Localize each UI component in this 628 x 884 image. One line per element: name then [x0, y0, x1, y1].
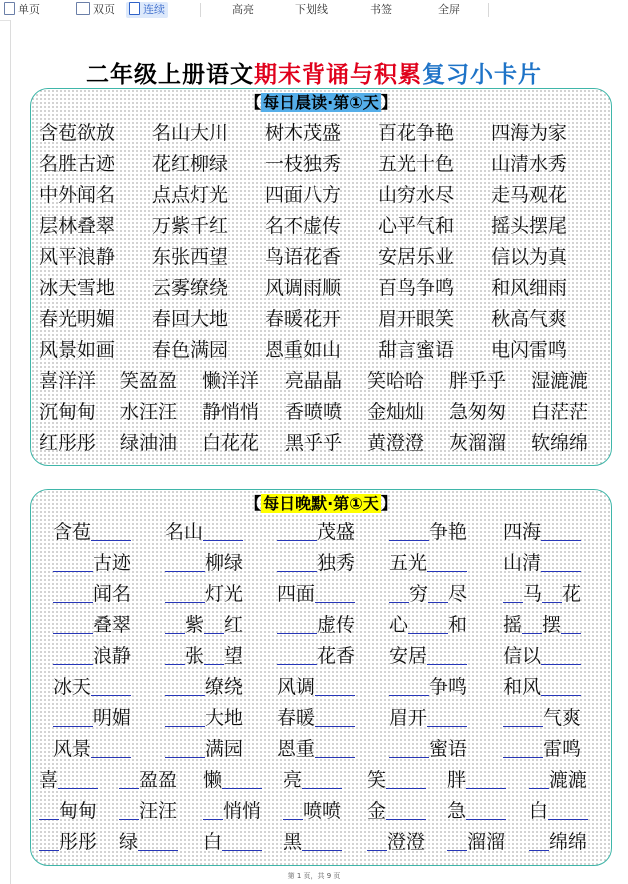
fill-in-blank: [541, 644, 581, 665]
fill-in-blank: [503, 582, 523, 603]
card-title: [31, 494, 611, 514]
fill-in-blank: [165, 551, 205, 572]
phrase-item: 喜洋洋: [39, 370, 97, 392]
fill-in-blank: [203, 520, 243, 541]
fill-in-blank: [119, 768, 139, 789]
phrase-item: 走马观花: [491, 184, 568, 206]
continuous-button[interactable]: [126, 2, 168, 18]
dictation-item: 马 花: [503, 580, 581, 608]
phrase-item: 四面八方: [265, 184, 342, 206]
phrase-item: 点点灯光: [152, 184, 229, 206]
dictation-item: 眉开: [389, 704, 467, 732]
grid-row: [39, 336, 604, 367]
dictation-item: 柳绿: [165, 549, 243, 577]
dictation-item: 风调: [277, 673, 355, 701]
fill-in-blank: [315, 675, 355, 696]
dictation-item: 紫 红: [165, 611, 243, 639]
dictation-item: 四面: [277, 580, 355, 608]
bookmark-button[interactable]: 书签: [370, 3, 392, 16]
fill-in-blank: [58, 768, 98, 789]
dictation-item: 安居: [389, 642, 467, 670]
fill-in-blank: [561, 613, 581, 634]
dictation-item: 张 望: [165, 642, 243, 670]
phrase-item: 中外闻名: [39, 184, 116, 206]
dictation-item: 灯光: [165, 580, 243, 608]
dictation-item: 金: [367, 797, 426, 825]
fill-in-blank: [53, 706, 93, 727]
grid-row: [39, 673, 604, 704]
phrase-item: 山穷水尽: [378, 184, 455, 206]
dictation-item: 明媚: [53, 704, 131, 732]
card-title-text: 每日晚默·第①天: [263, 494, 379, 513]
dictation-item: 绿: [119, 828, 178, 856]
grid-row: [39, 611, 604, 642]
phrase-item: 胖乎乎: [449, 370, 507, 392]
dictation-item: 四海: [503, 518, 581, 546]
fill-in-blank: [91, 675, 131, 696]
phrase-item: 白茫茫: [531, 401, 589, 423]
phrase-item: 和风细雨: [491, 277, 568, 299]
phrase-item: 摇头摆尾: [491, 215, 568, 237]
fill-in-blank: [529, 768, 549, 789]
phrase-item: 春光明媚: [39, 308, 116, 330]
continuous-label: 连续: [143, 3, 165, 16]
phrase-item: 春回大地: [152, 308, 229, 330]
phrase-item: 名山大川: [152, 122, 229, 144]
phrase-item: 白花花: [202, 432, 260, 454]
morning-reading-card: [30, 88, 612, 466]
dictation-item: 山清: [503, 549, 581, 577]
dictation-item: 漉漉: [529, 766, 587, 794]
phrase-item: 软绵绵: [531, 432, 589, 454]
fill-in-blank: [466, 768, 506, 789]
dictation-item: 名山: [165, 518, 243, 546]
fill-in-blank: [386, 768, 426, 789]
bracket-right: 】: [380, 494, 397, 513]
fill-in-blank: [119, 799, 139, 820]
dictation-grid: [39, 518, 604, 859]
fill-in-blank: [386, 799, 426, 820]
phrase-item: 笑哈哈: [367, 370, 425, 392]
fill-in-blank: [315, 582, 355, 603]
fill-in-blank: [541, 675, 581, 696]
fill-in-blank: [503, 706, 543, 727]
single-page-icon: [4, 2, 15, 15]
evening-dictation-card: [30, 489, 612, 866]
fill-in-blank: [542, 582, 562, 603]
dictation-item: 胖: [447, 766, 506, 794]
phrase-item: 万紫千红: [152, 215, 229, 237]
phrase-item: 沉甸甸: [39, 401, 97, 423]
grid-row: [39, 549, 604, 580]
page-title: [0, 56, 628, 89]
phrase-item: 恩重如山: [265, 339, 342, 361]
phrase-item: 春暖花开: [265, 308, 342, 330]
underline-button[interactable]: 下划线: [295, 3, 328, 16]
fill-in-blank: [315, 737, 355, 758]
grid-row: [39, 704, 604, 735]
dictation-item: 缭绕: [165, 673, 243, 701]
grid-row: [39, 243, 604, 274]
dictation-item: 摇 摆: [503, 611, 581, 639]
dictation-item: 心 和: [389, 614, 468, 636]
dictation-item: 笑: [367, 766, 426, 794]
phrase-item: 名胜古迹: [39, 153, 116, 175]
phrase-item: 山清水秀: [491, 153, 568, 175]
phrase-item: 安居乐业: [378, 246, 455, 268]
dictation-item: 绵绵: [529, 828, 587, 856]
dictation-item: 叠翠: [53, 611, 131, 639]
phrase-item: 一枝独秀: [265, 153, 342, 175]
fill-in-blank: [315, 706, 355, 727]
phrase-item: 黄澄澄: [367, 432, 425, 454]
fill-in-blank: [529, 830, 549, 851]
bracket-right: 】: [380, 93, 397, 112]
fill-in-blank: [408, 613, 448, 634]
phrase-item: 春色满园: [152, 339, 229, 361]
dictation-item: 独秀: [277, 549, 355, 577]
phrase-item: 水汪汪: [120, 401, 178, 423]
continuous-icon: [129, 2, 140, 15]
fill-in-blank: [389, 582, 409, 603]
phrase-item: 百花争艳: [378, 122, 455, 144]
phrase-item: 黑乎乎: [285, 432, 343, 454]
phrase-item: 红彤彤: [39, 432, 97, 454]
fill-in-blank: [53, 613, 93, 634]
fill-in-blank: [53, 582, 93, 603]
phrase-item: 香喷喷: [285, 401, 343, 423]
fill-in-blank: [277, 520, 317, 541]
phrase-item: 含苞欲放: [39, 122, 116, 144]
phrase-item: 急匆匆: [449, 401, 507, 423]
fill-in-blank: [447, 830, 467, 851]
fill-in-blank: [541, 520, 581, 541]
grid-row: [39, 398, 604, 429]
dictation-item: 争艳: [389, 518, 467, 546]
dictation-item: 急: [447, 797, 506, 825]
phrase-item: 灰溜溜: [449, 432, 507, 454]
phrase-item: 秋高气爽: [491, 308, 568, 330]
phrase-item: 百鸟争鸣: [378, 277, 455, 299]
fill-in-blank: [428, 582, 448, 603]
dictation-item: 五光: [389, 549, 467, 577]
grid-row: [39, 580, 604, 611]
grid-row: [39, 429, 604, 460]
dictation-item: 悄悄: [203, 797, 261, 825]
grid-row: [39, 518, 604, 549]
phrase-item: 静悄悄: [202, 401, 260, 423]
fill-in-blank: [204, 644, 224, 665]
page-footer: 第 1 页，共 9 页: [287, 872, 341, 880]
phrase-item: 层林叠翠: [39, 215, 116, 237]
highlight-button[interactable]: 高亮: [232, 3, 254, 16]
fill-in-blank: [222, 830, 262, 851]
dictation-item: 冰天: [53, 673, 131, 701]
fill-in-blank: [91, 737, 131, 758]
single-page-label: 单页: [18, 3, 40, 16]
phrase-grid: [39, 119, 604, 460]
dictation-item: 春暖: [277, 704, 355, 732]
dictation-item: 花香: [277, 642, 355, 670]
grid-row: [39, 212, 604, 243]
fill-in-blank: [283, 799, 303, 820]
fill-in-blank: [165, 582, 205, 603]
viewer-toolbar: [0, 0, 628, 21]
phrase-item: 四海为家: [491, 122, 568, 144]
fill-in-blank: [548, 799, 588, 820]
fill-in-blank: [522, 613, 542, 634]
toolbar-divider: [488, 3, 489, 17]
phrase-item: 冰天雪地: [39, 277, 116, 299]
dictation-item: 虚传: [277, 611, 355, 639]
title-part-exam: 期末背诵与积累: [254, 61, 422, 88]
fill-in-blank: [367, 830, 387, 851]
fill-in-blank: [165, 675, 205, 696]
phrase-item: 心平气和: [378, 215, 455, 237]
fill-in-blank: [138, 830, 178, 851]
dictation-item: 汪汪: [119, 797, 177, 825]
phrase-item: 懒洋洋: [202, 370, 260, 392]
grid-row: [39, 828, 604, 859]
phrase-item: 亮晶晶: [285, 370, 343, 392]
phrase-item: 笑盈盈: [120, 370, 178, 392]
grid-row: [39, 735, 604, 766]
bracket-left: 【: [245, 93, 262, 112]
phrase-item: 五光十色: [378, 153, 455, 175]
double-page-icon: [76, 2, 90, 15]
grid-row: [39, 367, 604, 398]
fill-in-blank: [302, 830, 342, 851]
fill-in-blank: [165, 737, 205, 758]
dictation-item: 喜: [39, 766, 98, 794]
fill-in-blank: [389, 675, 429, 696]
dictation-item: 溜溜: [447, 828, 505, 856]
fill-in-blank: [165, 644, 185, 665]
dictation-item: 大地: [165, 704, 243, 732]
fill-in-blank: [53, 551, 93, 572]
toolbar-divider: [200, 3, 201, 17]
fullscreen-button[interactable]: 全屏: [438, 3, 460, 16]
grid-row: [39, 274, 604, 305]
fill-in-blank: [466, 799, 506, 820]
fill-in-blank: [277, 551, 317, 572]
title-part-cards: 复习小卡片: [422, 61, 542, 88]
dictation-item: 白: [203, 828, 262, 856]
dictation-item: 盈盈: [119, 766, 177, 794]
fill-in-blank: [302, 768, 342, 789]
fill-in-blank: [165, 706, 205, 727]
dictation-item: 黑: [283, 828, 342, 856]
dictation-item: 信以: [503, 642, 581, 670]
grid-row: [39, 642, 604, 673]
dictation-item: 懒: [203, 766, 262, 794]
grid-row: [39, 797, 604, 828]
phrase-item: 电闪雷鸣: [491, 339, 568, 361]
grid-row: [39, 150, 604, 181]
phrase-item: 信以为真: [491, 246, 568, 268]
title-part-grade: 二年级上册语文: [86, 61, 254, 88]
fill-in-blank: [91, 520, 131, 541]
phrase-item: 风平浪静: [39, 246, 116, 268]
phrase-item: 甜言蜜语: [378, 339, 455, 361]
dictation-item: 闻名: [53, 580, 131, 608]
phrase-item: 东张西望: [152, 246, 229, 268]
dictation-item: 满园: [165, 735, 243, 763]
dictation-item: 甸甸: [39, 797, 97, 825]
phrase-item: 云雾缭绕: [152, 277, 229, 299]
phrase-item: 眉开眼笑: [378, 308, 455, 330]
fill-in-blank: [204, 613, 224, 634]
grid-row: [39, 766, 604, 797]
bracket-left: 【: [245, 494, 262, 513]
dictation-item: 浪静: [53, 642, 131, 670]
grid-row: [39, 305, 604, 336]
dictation-item: 风景: [53, 735, 131, 763]
fill-in-blank: [503, 737, 543, 758]
dictation-item: 穷 尽: [389, 580, 467, 608]
dictation-item: 恩重: [277, 735, 355, 763]
dictation-item: 气爽: [503, 704, 581, 732]
dictation-item: 争鸣: [389, 673, 467, 701]
dictation-item: 含苞: [53, 518, 131, 546]
double-page-label: 双页: [93, 3, 115, 16]
fill-in-blank: [203, 799, 223, 820]
phrase-item: 金灿灿: [367, 401, 425, 423]
phrase-item: 树木茂盛: [265, 122, 342, 144]
dictation-item: 白: [529, 797, 588, 825]
phrase-item: 风调雨顺: [265, 277, 342, 299]
fill-in-blank: [39, 830, 59, 851]
phrase-item: 湿漉漉: [531, 370, 589, 392]
fill-in-blank: [277, 644, 317, 665]
double-page-button[interactable]: [76, 2, 115, 18]
fill-in-blank: [222, 768, 262, 789]
grid-row: [39, 181, 604, 212]
card-title: [31, 93, 611, 113]
grid-row: [39, 119, 604, 150]
dictation-item: 茂盛: [277, 518, 355, 546]
dictation-item: 彤彤: [39, 828, 97, 856]
dictation-item: 和风: [503, 673, 581, 701]
dictation-item: 古迹: [53, 549, 131, 577]
fill-in-blank: [541, 551, 581, 572]
fill-in-blank: [277, 613, 317, 634]
fill-in-blank: [427, 644, 467, 665]
fill-in-blank: [427, 706, 467, 727]
dictation-item: 雷鸣: [503, 735, 581, 763]
fill-in-blank: [389, 520, 429, 541]
phrase-item: 风景如画: [39, 339, 116, 361]
dictation-item: 亮: [283, 766, 342, 794]
fill-in-blank: [427, 551, 467, 572]
fill-in-blank: [165, 613, 185, 634]
phrase-item: 花红柳绿: [152, 153, 229, 175]
dictation-item: 澄澄: [367, 828, 425, 856]
phrase-item: 绿油油: [120, 432, 178, 454]
fill-in-blank: [389, 737, 429, 758]
fill-in-blank: [39, 799, 59, 820]
dictation-item: 喷喷: [283, 797, 341, 825]
dictation-item: 蜜语: [389, 735, 467, 763]
single-page-button[interactable]: [4, 2, 40, 18]
card-title-text: 每日晨读·第①天: [263, 93, 379, 112]
fill-in-blank: [53, 644, 93, 665]
phrase-item: 名不虚传: [265, 215, 342, 237]
phrase-item: 鸟语花香: [265, 246, 342, 268]
